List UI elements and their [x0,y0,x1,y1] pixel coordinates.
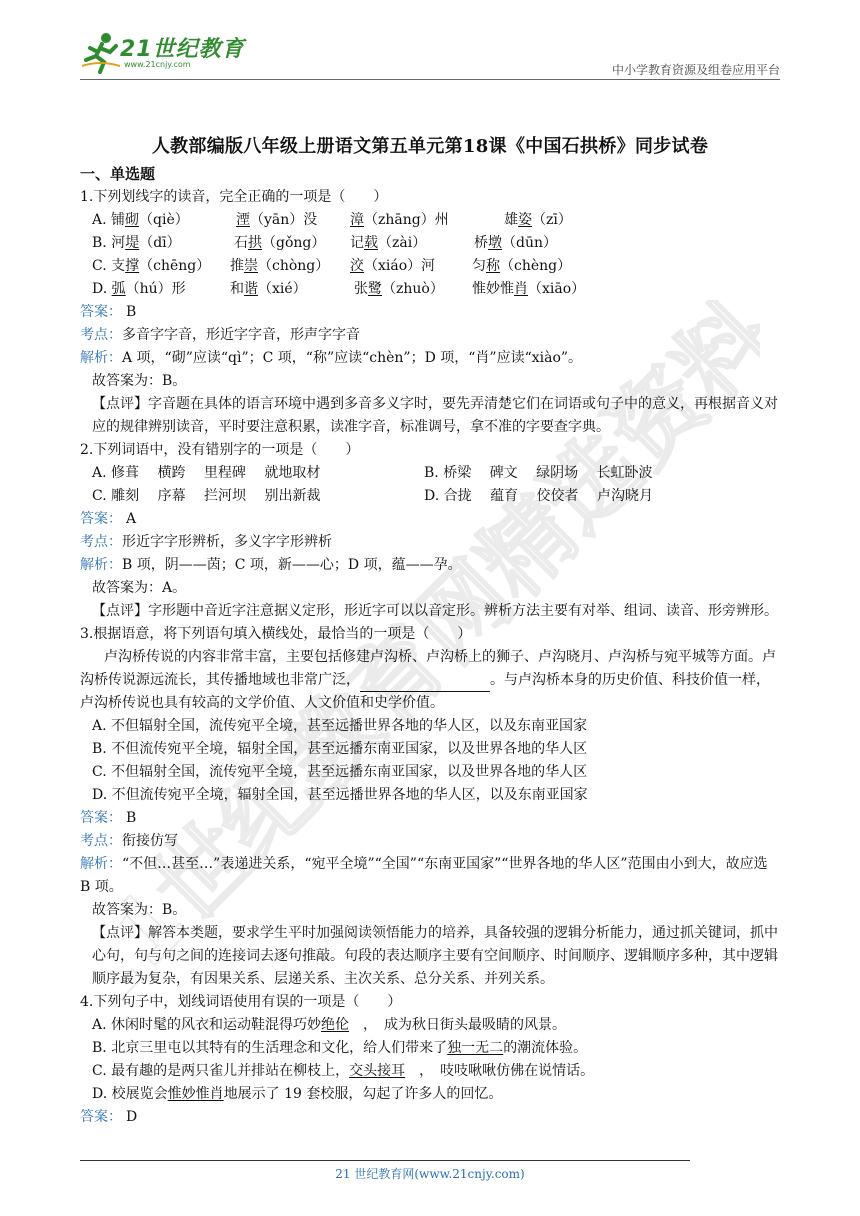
q4-option-b: B. 北京三里屯以其特有的生活理念和文化，给人们带来了独一无二的潮流体验。 [92,1040,588,1056]
q3-jiexi: 解析：“不但…甚至…”表递进关系，“宛平全境”“全国”“东南亚国家”“世界各地的华人区”范围由小到大，故应选 B 项。 [80,856,768,895]
q4-option-a: A. 休闲时髦的风衣和运动鞋混得巧妙绝伦 ， 成为秋日街头最吸睛的风景。 [92,1017,567,1033]
q2-dianping: 【点评】字形题中音近字注意据义定形，形近字可以以音定形。辨析方法主要有对举、组词、读音、形旁辨形。 [92,603,778,619]
logo-text: 21世纪教育 [120,37,245,62]
q1-stem: 1.下列划线字的读音，完全正确的一项是（ ） [80,189,388,205]
header-divider [80,79,780,80]
fill-blank [360,675,490,692]
q1-jiexi: 解析：A 项，“砌”应读“qì”；C 项，“称”应读“chèn”；D 项，“肖”应读“xiào”。 [80,350,583,366]
q1-option-b: B. 河堤（dī） 石拱（gǒng） 记载（zài） 桥墩（dūn） [92,235,557,251]
runner-icon [80,30,124,74]
q1-option-d: D. 弧（hú）形 和谐（xié） 张鹭（zhuò） 惟妙惟肖（xiāo） [92,281,586,297]
q3-kaodian: 考点：衔接仿写 [80,833,178,849]
q2-options-cd: C. 雕刻 序幕 拦河坝 别出新裁 D. 合拢 蕴育 佼佼者 卢沟晓月 [92,488,653,504]
q3-passage: 卢沟桥传说的内容非常丰富，主要包括修建卢沟桥、卢沟桥上的狮子、卢沟晓月、卢沟桥与宛平城等方面。卢沟桥传说源远流长，其传播地域也非常广泛， 。与卢沟桥本身的历史价值、科技价值一样，卢沟桥传说也具有较高的文学价值、人文价值和史学价值。 [80,649,776,711]
site-logo [80,30,260,78]
q3-guda: 故答案为：B。 [92,902,187,918]
q2-guda: 故答案为：A。 [92,580,187,596]
page-title: 人教部编版八年级上册语文第五单元第18课《中国石拱桥》同步试卷 [151,136,709,157]
q3-option-d: D. 不但流传宛平全境，辐射全国，甚至远播世界各地的华人区，以及东南亚国家 [92,787,588,803]
q4-option-d: D. 校展览会惟妙惟肖地展示了 19 套校服，勾起了许多人的回忆。 [92,1086,503,1102]
q3-option-b: B. 不但流传宛平全境，辐射全国，甚至远播东南亚国家，以及世界各地的华人区 [92,741,588,757]
q2-kaodian: 考点：形近字字形辨析，多义字字形辨析 [80,534,332,550]
page-footer: 21 世纪教育网(www.21cnjy.com) [335,1167,525,1181]
logo-url: www.21cnjy.com [124,60,191,69]
q2-jiexi: 解析：B 项，阴——茵；C 项，新——心；D 项，蕴——孕。 [80,557,462,573]
section-heading: 一、单选题 [80,165,156,183]
q4-answer: 答案： D [80,1109,138,1125]
footer-divider [80,1160,690,1161]
q3-answer: 答案： B [80,810,137,826]
q3-option-a: A. 不但辐射全国，流传宛平全境，甚至远播世界各地的华人区，以及东南亚国家 [92,718,588,734]
page-header [80,30,780,78]
q2-stem: 2.下列词语中，没有错别字的一项是（ ） [80,442,360,458]
q2-answer: 答案： A [80,511,137,527]
q1-option-c: C. 支撑（chēng） 推崇（chòng） 洨（xiáo）河 匀称（chèng） [92,258,572,274]
document-body [80,163,780,1129]
svg-text:21世纪教育网精选资料: 21世纪教育网精选资料 [120,300,760,1000]
q1-answer: 答案： B [80,304,137,320]
platform-name: 中小学教育资源及组卷应用平台 [611,63,780,77]
q1-option-a: A. 铺砌（qiè） 湮（yān）没 漳（zhāng）州 雄姿（zī） [92,212,572,228]
q1-kaodian: 考点：多音字字音，形近字字音，形声字字音 [80,327,360,343]
q4-option-c: C. 最有趣的是两只雀儿并排站在柳枝上，交头接耳 ， 吱吱啾啾仿佛在说情话。 [92,1063,595,1079]
q3-option-c: C. 不但辐射全国，流传宛平全境，甚至远播东南亚国家，以及世界各地的华人区 [92,764,588,780]
q3-stem: 3.根据语意，将下列语句填入横线处，最恰当的一项是（ ） [80,626,472,642]
q1-dianping: 【点评】字音题在具体的语言环境中遇到多音多义字时，要先弄清楚它们在词语或句子中的意义，再根据音义对应的规律辨别读音，平时要注意积累，读准字音，标准调号，拿不准的字要查字典。 [92,396,778,435]
q1-guda: 故答案为：B。 [92,373,187,389]
q3-dianping: 【点评】解答本类题，要求学生平时加强阅读领悟能力的培养，具备较强的逻辑分析能力，通过抓关键词，抓中心句，句与句之间的连接词去逐句推敲。句段的表达顺序主要有空间顺序、时间顺序、逻辑顺序多种，其中逻辑顺序最为复杂，有因果关系、层递关系、主次关系、总分关系、并列关系。 [92,925,778,987]
q4-stem: 4.下列句子中，划线词语使用有误的一项是（ ） [80,994,402,1010]
q2-options-ab: A. 修葺 横跨 里程碑 就地取材 B. 桥梁 碑文 绿阴场 长虹卧波 [92,465,653,481]
